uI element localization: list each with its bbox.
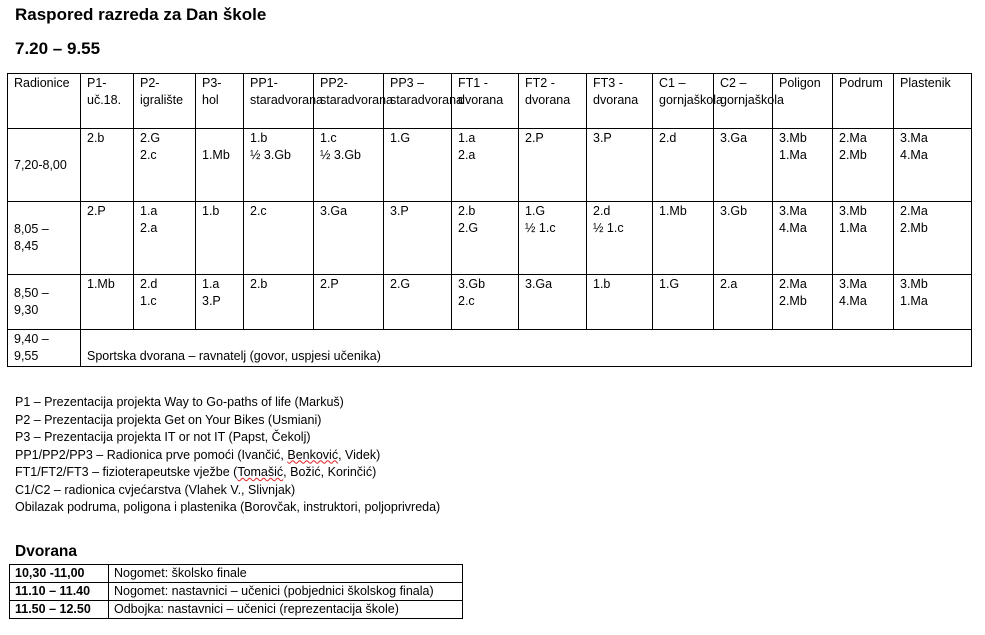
class-cell: [519, 202, 587, 275]
cell-text-line: škola: [754, 93, 784, 107]
column-header: [196, 74, 244, 129]
class-cell: [773, 275, 833, 330]
cell-text-line: 3.P: [390, 204, 409, 218]
event-row: [10, 565, 463, 583]
cell-text-line: stara: [390, 93, 418, 107]
cell-text-line: 3.Ma: [839, 277, 867, 291]
class-cell: [653, 129, 714, 202]
cell-text-line: FT3 -: [593, 76, 623, 90]
cell-text-line: 1.b: [202, 204, 220, 218]
class-cell: [587, 275, 653, 330]
cell-text-line: C1 –: [659, 76, 686, 90]
cell-text-line: 4.Ma: [839, 294, 867, 308]
column-header: [81, 74, 134, 129]
cell-text-line: dvorana: [277, 93, 323, 107]
cell-text-line: škola: [693, 93, 723, 107]
schedule-table: [7, 73, 972, 367]
class-cell: [452, 275, 519, 330]
cell-text-line: 2.d: [593, 204, 611, 218]
column-header: [384, 74, 463, 129]
column-header: [714, 74, 784, 129]
spellcheck-marked-name: Benković: [287, 447, 339, 462]
cell-text-line: uč.18.: [87, 93, 122, 107]
column-header: [519, 74, 587, 129]
cell-text-line: P1-: [87, 76, 107, 90]
cell-text-line: 2.b: [458, 204, 476, 218]
time-slot-cell: [8, 202, 81, 275]
class-cell: [452, 202, 519, 275]
cell-text-line: 2.a: [140, 221, 158, 235]
legend-item: P1 – Prezentacija projekta Way to Go-paths of life (Markuš): [15, 395, 344, 409]
dvorana-heading: Dvorana: [15, 543, 78, 560]
class-cell: [81, 275, 134, 330]
class-cell: [196, 275, 244, 330]
cell-text-line: 1.Mb: [87, 277, 115, 291]
class-cell: [773, 202, 833, 275]
class-cell: [587, 202, 653, 275]
cell-text-line: stara: [250, 93, 278, 107]
schedule-header-row: [8, 74, 972, 129]
cell-text-line: 2.Mb: [839, 148, 867, 162]
cell-text-line: 9,40 –: [14, 332, 49, 346]
cell-text-line: 2.a: [720, 277, 738, 291]
class-cell: [244, 275, 314, 330]
class-cell: [833, 129, 894, 202]
column-header: [134, 74, 196, 129]
legend-text: PP1/PP2/PP3 – Radionica prve pomoći (Ivančić,: [15, 447, 288, 462]
cell-text-line: 1.b: [593, 277, 611, 291]
cell-text-line: FT2 -: [525, 76, 555, 90]
cell-text-line: 8,05 –: [14, 222, 49, 236]
class-cell: [314, 275, 384, 330]
cell-text-line: 3.Gb: [458, 277, 486, 291]
column-header: [244, 74, 323, 129]
class-cell: [196, 202, 244, 275]
legend-item: P2 – Prezentacija projekta Get on Your Bikes (Usmiani): [15, 412, 322, 427]
schedule-row: [8, 330, 972, 367]
cell-text-line: dvorana: [417, 93, 463, 107]
cell-text-line: 2.d: [140, 277, 158, 291]
cell-text-line: ½ 1.c: [525, 221, 556, 235]
cell-text-line: gornja: [659, 93, 694, 107]
column-header: [894, 74, 972, 129]
cell-text-line: 3.Ga: [720, 131, 748, 145]
cell-text-line: 2.c: [140, 148, 157, 162]
cell-text-line: dvorana: [458, 93, 504, 107]
time-slot-cell: [8, 275, 81, 330]
cell-text-line: FT1 -: [458, 76, 488, 90]
cell-text-line: 2.P: [87, 204, 106, 218]
class-cell: [196, 129, 244, 202]
cell-text-line: dvorana: [347, 93, 393, 107]
cell-text-line: 2.Ma: [900, 204, 928, 218]
class-cell: [244, 129, 314, 202]
cell-text-line: 1.Ma: [900, 294, 928, 308]
class-cell: [833, 275, 894, 330]
legend-item: C1/C2 – radionica cvjećarstva (Vlahek V., Slivnjak): [15, 482, 296, 497]
cell-text-line: 3.Ma: [779, 204, 807, 218]
column-header: [653, 74, 723, 129]
column-header: [452, 74, 519, 129]
column-header: [314, 74, 393, 129]
class-cell: [134, 202, 196, 275]
cell-text-line: dvorana: [593, 93, 639, 107]
cell-text-line: 3.Mb: [900, 277, 928, 291]
class-cell: [587, 129, 653, 202]
cell-text-line: 1.c: [140, 294, 157, 308]
event-description: Nogomet: školsko finale: [109, 565, 463, 583]
class-cell: [134, 275, 196, 330]
cell-text-line: 2.d: [659, 131, 677, 145]
sports-hall-cell: Sportska dvorana – ravnatelj (govor, uspjesi učenika): [81, 330, 972, 367]
cell-text-line: 3.Gb: [720, 204, 748, 218]
cell-text-line: 3.Mb: [779, 131, 807, 145]
class-cell: [244, 202, 314, 275]
event-time: 11.10 – 11.40: [10, 583, 109, 601]
cell-text-line: P3-: [202, 76, 222, 90]
class-cell: [519, 275, 587, 330]
cell-text-line: C2 –: [720, 76, 747, 90]
event-row: [10, 601, 463, 619]
cell-text-line: Plastenik: [900, 76, 951, 90]
column-header: [8, 74, 81, 129]
cell-text-line: Podrum: [839, 76, 883, 90]
cell-text-line: 2.a: [458, 148, 476, 162]
cell-text-line: 3.P: [202, 294, 221, 308]
cell-text-line: ½ 1.c: [593, 221, 624, 235]
cell-text-line: 2.G: [458, 221, 479, 235]
schedule-row: [8, 129, 972, 202]
cell-text-line: 2.c: [458, 294, 475, 308]
class-cell: [714, 202, 773, 275]
page-title: Raspored razreda za Dan škole: [15, 5, 267, 24]
class-cell: [384, 129, 452, 202]
cell-text-line: 1.Mb: [659, 204, 687, 218]
class-cell: [894, 202, 972, 275]
cell-text-line: ½ 3.Gb: [320, 148, 361, 162]
cell-text-line: hol: [202, 93, 219, 107]
cell-text-line: PP3 –: [390, 76, 425, 90]
class-cell: [519, 129, 587, 202]
cell-text-line: 2.G: [140, 131, 161, 145]
event-description: Odbojka: nastavnici – učenici (reprezentacija škole): [109, 601, 463, 619]
class-cell: [81, 129, 134, 202]
column-header: [833, 74, 894, 129]
cell-text-line: 3.P: [593, 131, 612, 145]
class-cell: [714, 275, 773, 330]
legend-text: , Božić, Korinčić): [283, 465, 377, 479]
cell-text-line: 1.a: [140, 204, 158, 218]
column-header: [587, 74, 653, 129]
cell-text-line: 1.G: [659, 277, 680, 291]
event-time: 11.50 – 12.50: [10, 601, 109, 619]
class-cell: [314, 129, 384, 202]
cell-text-line: PP1-: [250, 76, 278, 90]
cell-text-line: igralište: [140, 93, 184, 107]
class-cell: [81, 202, 134, 275]
class-cell: [894, 275, 972, 330]
cell-text-line: 7,20-8,00: [14, 157, 67, 172]
event-description: Nogomet: nastavnici – učenici (pobjednici školskog finala): [109, 583, 463, 601]
cell-text-line: 2.G: [390, 277, 411, 291]
legend-item: [15, 447, 440, 465]
cell-text-line: ½ 3.Gb: [250, 148, 291, 162]
cell-text-line: dvorana: [525, 93, 571, 107]
class-cell: [134, 129, 196, 202]
cell-text-line: P2-: [140, 76, 160, 90]
cell-text-line: 1.b: [250, 131, 268, 145]
schedule-row: [8, 202, 972, 275]
event-time: 10,30 -11,00: [10, 565, 109, 583]
class-cell: [653, 202, 714, 275]
cell-text-line: 9,30: [14, 303, 39, 317]
cell-text-line: 3.Ma: [900, 131, 928, 145]
cell-text-line: 2.Mb: [900, 221, 928, 235]
legend-text: FT1/FT2/FT3 – fizioterapeutske vježbe (: [15, 465, 238, 479]
spellcheck-marked-name: Tomašić: [237, 465, 284, 479]
cell-text-line: 4.Ma: [900, 148, 928, 162]
cell-text-line: 1.c: [320, 131, 337, 145]
class-cell: [653, 275, 714, 330]
cell-text-line: 2.c: [250, 204, 267, 218]
class-cell: [314, 202, 384, 275]
cell-text-line: Poligon: [779, 76, 821, 90]
cell-text-line: Radionice: [14, 76, 70, 90]
class-cell: [384, 202, 452, 275]
cell-text-line: PP2-: [320, 76, 348, 90]
time-range-heading: 7.20 – 9.55: [15, 39, 101, 58]
cell-text-line: [202, 130, 237, 147]
cell-text-line: 9,55: [14, 349, 39, 363]
cell-text-line: stara: [320, 93, 348, 107]
legend-item: [15, 464, 440, 482]
cell-text-line: 1.G: [390, 131, 411, 145]
cell-text-line: 1.a: [458, 131, 476, 145]
cell-text-line: 1.Ma: [839, 221, 867, 235]
cell-text-line: 1.Mb: [202, 148, 230, 162]
schedule-row: [8, 275, 972, 330]
cell-text-line: 2.b: [87, 131, 105, 145]
cell-text-line: 2.b: [250, 277, 268, 291]
cell-text-line: 4.Ma: [779, 221, 807, 235]
cell-text-line: 8,50 –: [14, 286, 49, 300]
time-slot-cell: [8, 129, 81, 202]
event-row: [10, 583, 463, 601]
cell-text-line: 3.Ga: [525, 277, 553, 291]
legend-text: , Videk): [338, 447, 381, 462]
class-cell: [894, 129, 972, 202]
cell-text-line: 2.Mb: [779, 294, 807, 308]
cell-text-line: 1.G: [525, 204, 546, 218]
class-cell: [384, 275, 452, 330]
cell-text-line: 2.P: [525, 131, 544, 145]
cell-text-line: 3.Mb: [839, 204, 867, 218]
class-cell: [773, 129, 833, 202]
legend-item: P3 – Prezentacija projekta IT or not IT (Papst, Čekolj): [15, 430, 311, 444]
cell-text-line: 2.Ma: [779, 277, 807, 291]
class-cell: [452, 129, 519, 202]
cell-text-line: gornja: [720, 93, 755, 107]
legend-item: Obilazak podruma, poligona i plastenika (Borovčak, instruktori, poljoprivreda): [15, 500, 441, 514]
time-slot-cell: [8, 330, 81, 367]
cell-text-line: 1.Ma: [779, 148, 807, 162]
class-cell: [714, 129, 773, 202]
cell-text-line: 3.Ga: [320, 204, 348, 218]
dvorana-events-table: [9, 564, 463, 619]
cell-text-line: 1.a: [202, 277, 220, 291]
class-cell: [833, 202, 894, 275]
cell-text-line: 2.Ma: [839, 131, 867, 145]
cell-text-line: 8,45: [14, 239, 39, 253]
cell-text-line: 2.P: [320, 277, 339, 291]
legend-list: [15, 394, 440, 517]
